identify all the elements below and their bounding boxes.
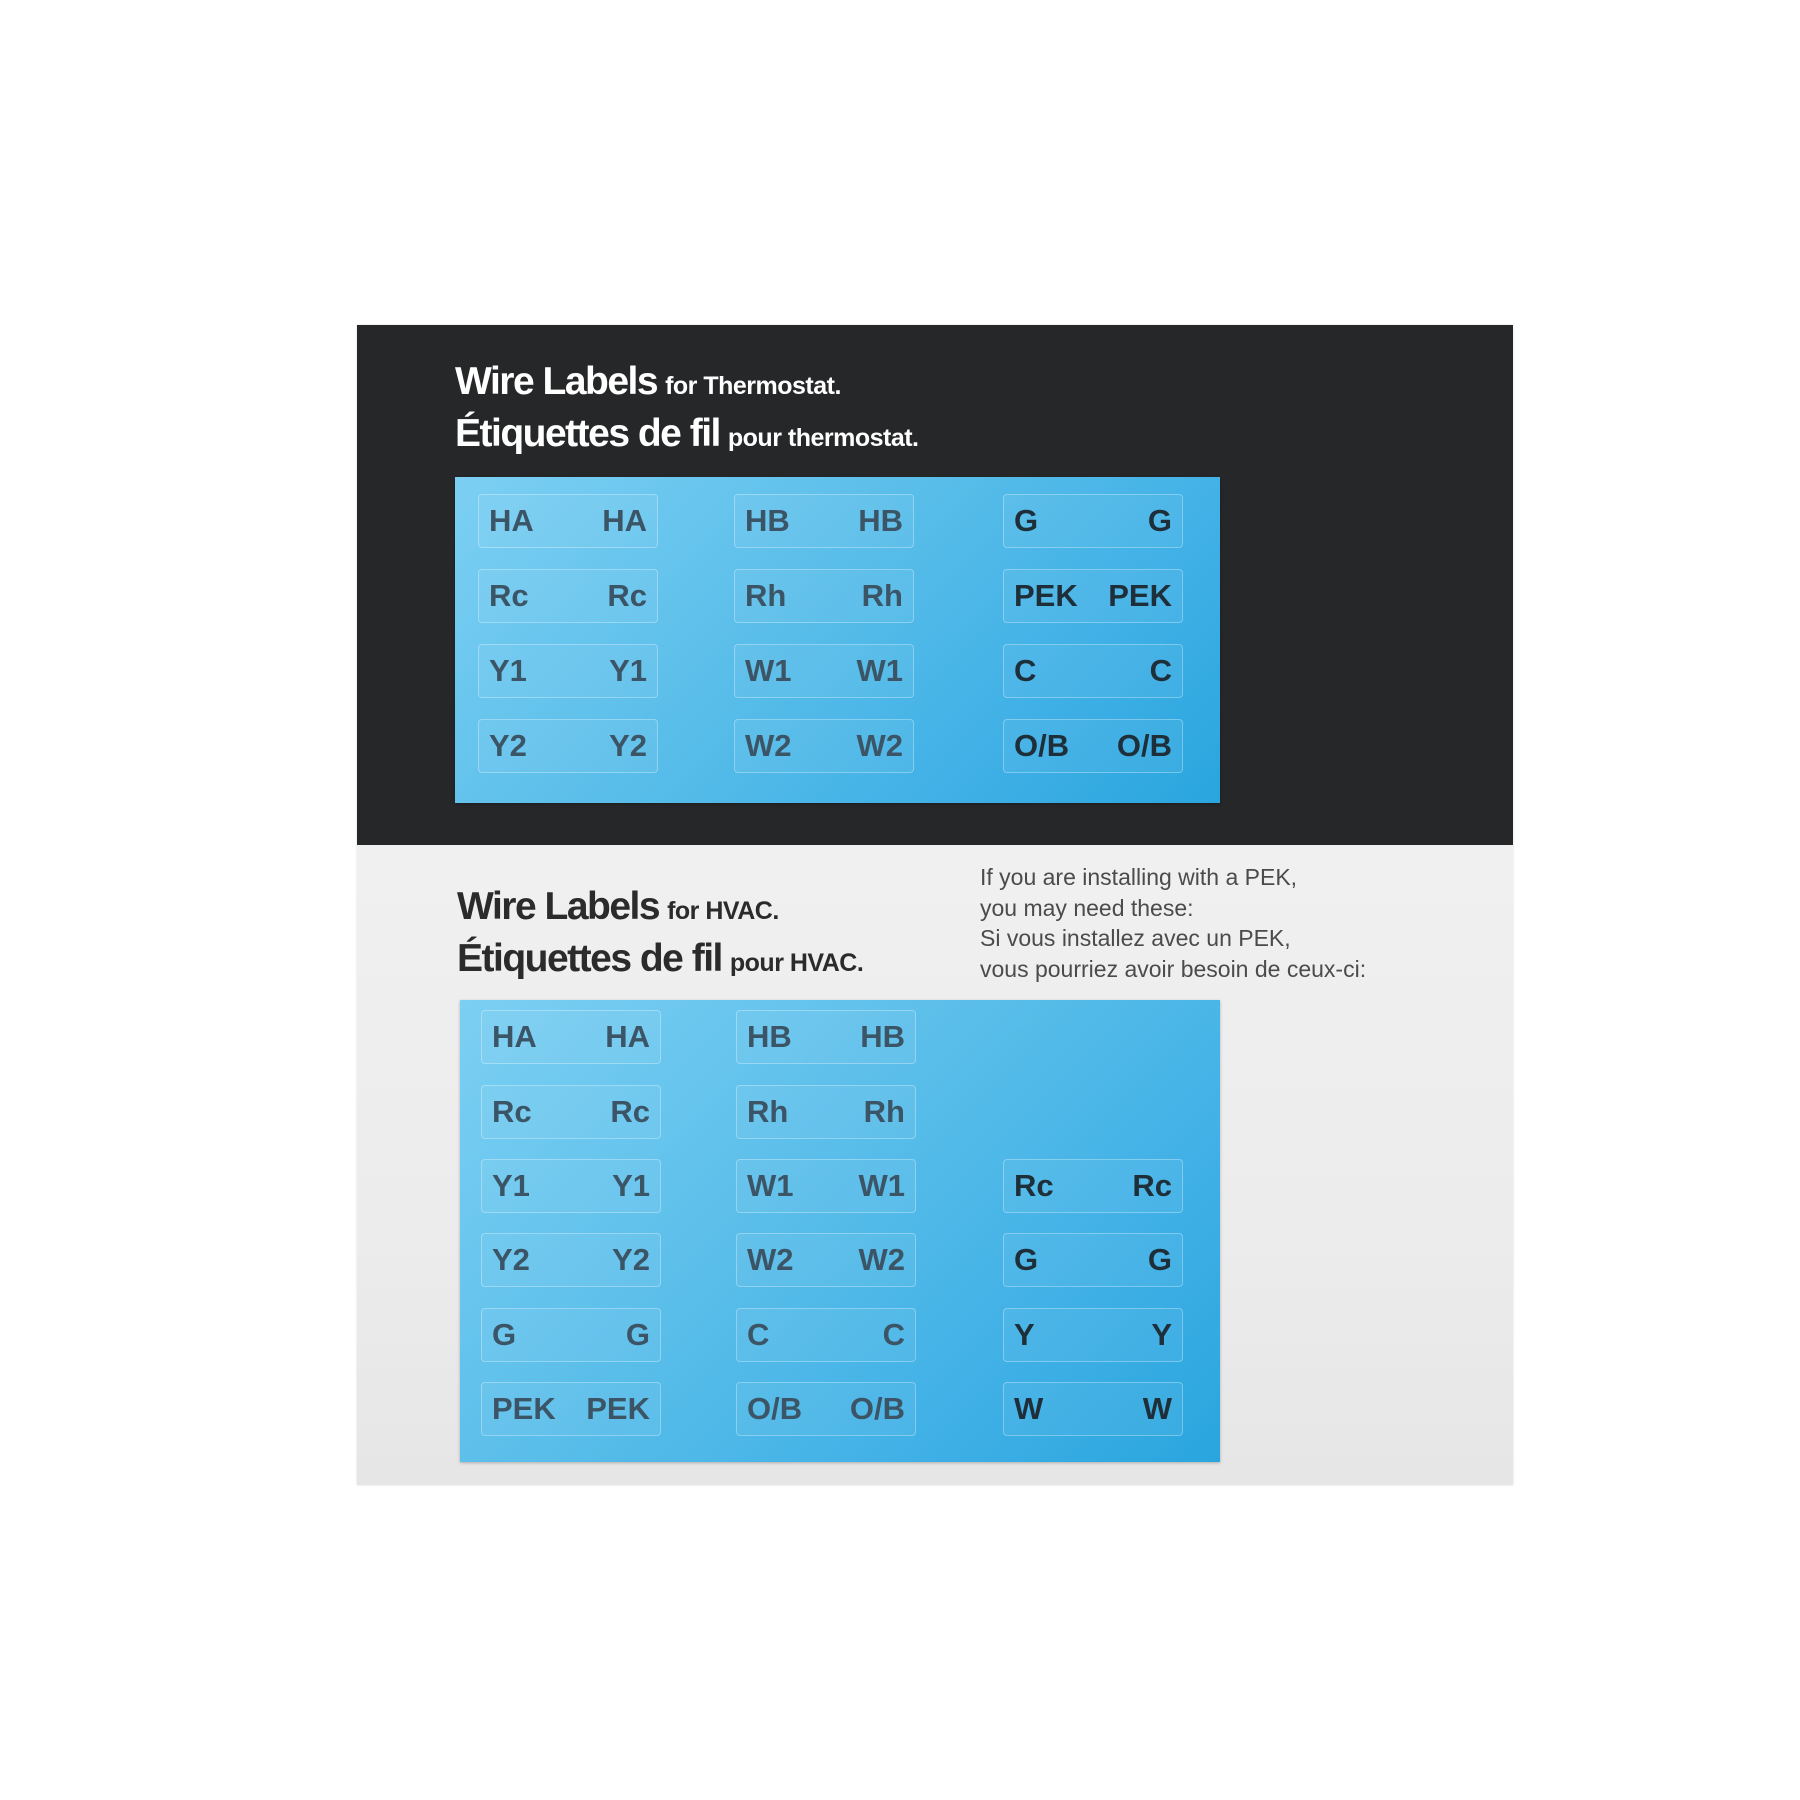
wire-label-sticker [1003, 719, 1183, 773]
wire-label-right: G [1147, 503, 1172, 538]
wire-label-left: Y1 [492, 1168, 530, 1203]
wire-label-sticker [736, 1382, 916, 1436]
wire-label-right: C [1149, 653, 1172, 688]
wire-label-left: W2 [747, 1242, 794, 1277]
title-sub: for HVAC. [667, 897, 779, 925]
wire-label-sticker [481, 1382, 661, 1436]
wire-label-left: HB [745, 503, 790, 538]
wire-label-left: G [492, 1317, 517, 1352]
wire-label-sticker [734, 644, 914, 698]
wire-label-left: O/B [1014, 728, 1070, 763]
wire-label-sticker [478, 644, 658, 698]
wire-label-sticker [478, 569, 658, 623]
note-line: you may need these: [980, 894, 1194, 921]
wire-label-left: W [1014, 1391, 1044, 1426]
wire-label-right: W2 [856, 728, 903, 763]
wire-label-right: W1 [858, 1168, 905, 1203]
wire-label-left: Y [1014, 1317, 1035, 1352]
wire-label-right: Rc [607, 578, 647, 613]
wire-label-sticker [478, 494, 658, 548]
wire-label-right: W2 [858, 1242, 905, 1277]
wire-label-left: G [1014, 503, 1039, 538]
wire-label-right: Y [1151, 1317, 1172, 1352]
wire-label-right: Y1 [612, 1168, 650, 1203]
wire-label-right: G [1147, 1242, 1172, 1277]
wire-label-right: Rh [861, 578, 903, 613]
title-main: Étiquettes de fil [457, 937, 722, 980]
wire-label-left: Rc [1014, 1168, 1054, 1203]
wire-label-sticker [734, 494, 914, 548]
wire-label-left: HA [492, 1019, 537, 1054]
wire-label-sticker [736, 1233, 916, 1287]
note-line: Si vous installez avec un PEK, [980, 925, 1291, 951]
wire-label-sticker [481, 1233, 661, 1287]
title-sub: pour thermostat. [727, 424, 919, 452]
wire-label-left: W1 [747, 1168, 794, 1203]
title-sub: pour HVAC. [729, 949, 864, 977]
wire-label-sticker [481, 1159, 661, 1213]
pek-note [980, 862, 1366, 984]
wire-label-sticker [481, 1308, 661, 1362]
wire-label-right: Y2 [609, 728, 647, 763]
wire-label-left: HA [489, 503, 534, 538]
wire-label-left: Rh [747, 1094, 789, 1129]
thermostat-title-fr [455, 412, 919, 456]
wire-label-sticker [478, 719, 658, 773]
wire-label-right: Rc [610, 1094, 650, 1129]
wire-label-left: G [1014, 1242, 1039, 1277]
hvac-title-fr [457, 937, 863, 981]
wire-label-left: W2 [745, 728, 792, 763]
wire-label-left: Y1 [489, 653, 527, 688]
wire-label-right: Y1 [609, 653, 647, 688]
wire-label-right: O/B [1116, 728, 1172, 763]
wire-label-right: G [625, 1317, 650, 1352]
wire-label-sticker [481, 1085, 661, 1139]
wire-label-left: W1 [745, 653, 792, 688]
wire-label-sticker [736, 1085, 916, 1139]
wire-label-right: HB [858, 503, 903, 538]
wire-label-sticker [1003, 494, 1183, 548]
wire-label-sticker [1003, 1233, 1183, 1287]
wire-label-right: HB [860, 1019, 905, 1054]
wire-label-right: Y2 [612, 1242, 650, 1277]
wire-label-left: PEK [1014, 578, 1078, 613]
wire-label-left: Rh [745, 578, 787, 613]
wire-label-left: Y2 [492, 1242, 530, 1277]
wire-label-sticker [736, 1010, 916, 1064]
wire-label-sticker [736, 1159, 916, 1213]
wire-label-right: Rc [1132, 1168, 1172, 1203]
wire-label-left: C [1014, 653, 1037, 688]
wire-label-right: HA [602, 503, 647, 538]
wire-label-left: C [747, 1317, 770, 1352]
wire-label-left: Rc [492, 1094, 532, 1129]
wire-label-sticker [734, 569, 914, 623]
wire-label-right: W1 [856, 653, 903, 688]
wire-label-left: O/B [747, 1391, 803, 1426]
wire-label-sticker [736, 1308, 916, 1362]
wire-label-sticker [481, 1010, 661, 1064]
wire-label-left: Y2 [489, 728, 527, 763]
note-line: vous pourriez avoir besoin de ceux-ci: [980, 955, 1367, 982]
wire-label-right: PEK [1108, 578, 1172, 613]
wire-label-right: W [1142, 1391, 1172, 1426]
wire-label-right: PEK [586, 1391, 650, 1426]
wire-label-sticker [1003, 644, 1183, 698]
wire-label-sticker [1003, 569, 1183, 623]
wire-label-sticker [1003, 1159, 1183, 1213]
title-main: Wire Labels [457, 885, 660, 928]
wire-label-right: C [882, 1317, 905, 1352]
thermostat-title-en [455, 360, 841, 404]
wire-label-right: Rh [863, 1094, 905, 1129]
wire-label-left: PEK [492, 1391, 556, 1426]
title-main: Wire Labels [455, 360, 658, 403]
wire-label-left: HB [747, 1019, 792, 1054]
wire-label-right: HA [605, 1019, 650, 1054]
wire-label-sticker [1003, 1308, 1183, 1362]
hvac-title-en [457, 885, 779, 929]
wire-label-left: Rc [489, 578, 529, 613]
wire-label-right: O/B [849, 1391, 905, 1426]
wire-label-sticker [734, 719, 914, 773]
title-main: Étiquettes de fil [455, 412, 720, 455]
wire-label-sticker [1003, 1382, 1183, 1436]
title-sub: for Thermostat. [665, 372, 841, 400]
note-line: If you are installing with a PEK, [980, 864, 1298, 890]
